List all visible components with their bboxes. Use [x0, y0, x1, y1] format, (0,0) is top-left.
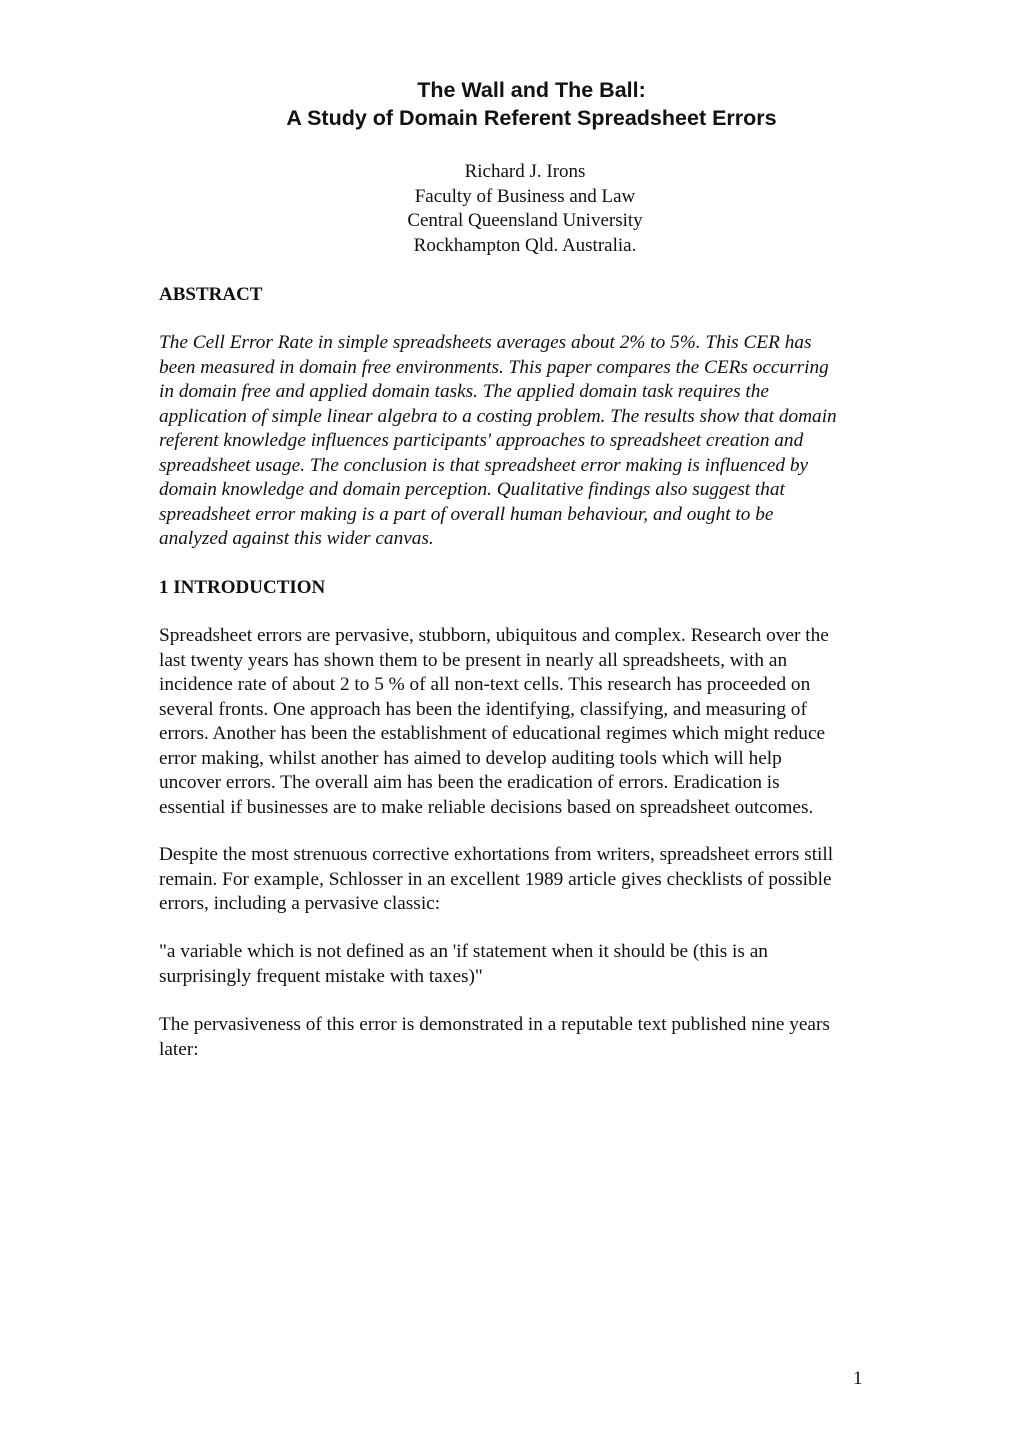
abstract-heading: ABSTRACT — [159, 284, 263, 305]
paragraph-line: errors. Another has been the establishment of educational regimes which might reduce — [159, 723, 826, 744]
abstract-line: been measured in domain free environments. This paper compares the CERs occurring — [159, 356, 829, 378]
abstract-text — [159, 331, 899, 552]
paragraph-line: errors, including a pervasive classic: — [159, 893, 441, 914]
page-number: 1 — [853, 1368, 863, 1389]
abstract-line: application of simple linear algebra to a costing problem. The results show that domain — [159, 405, 837, 427]
schlosser-quote — [159, 940, 899, 989]
paragraph-line: several fronts. One approach has been the identifying, classifying, and measuring of — [159, 698, 807, 720]
paragraph-line: Spreadsheet errors are pervasive, stubborn, ubiquitous and complex. Research over the — [159, 625, 829, 646]
paragraph-line: remain. For example, Schlosser in an excellent 1989 article gives checklists of possible — [159, 868, 832, 890]
abstract-line: The Cell Error Rate in simple spreadsheets averages about 2% to 5%. This CER has — [159, 332, 812, 353]
abstract-line: analyzed against this wider canvas. — [159, 528, 434, 549]
paragraph-line: incidence rate of about 2 to 5 % of all non-text cells. This research has proceeded on — [159, 674, 811, 695]
introduction-paragraph-2 — [159, 843, 899, 917]
paragraph-line: uncover errors. The overall aim has been the eradication of errors. Eradication is — [159, 772, 780, 793]
introduction-paragraph-1 — [159, 624, 899, 820]
title-line-1: The Wall and The Ball: — [417, 78, 646, 102]
paragraph-line: error making, whilst another has aimed to develop auditing tools which will help — [159, 747, 782, 769]
paper-title — [0, 76, 1024, 132]
abstract-line: spreadsheet error making is a part of overall human behaviour, and ought to be — [159, 503, 774, 525]
title-line-2: A Study of Domain Referent Spreadsheet Errors — [286, 106, 777, 130]
abstract-line: domain knowledge and domain perception. Qualitative findings also suggest that — [159, 479, 785, 500]
abstract-line: spreadsheet usage. The conclusion is that spreadsheet error making is influenced by — [159, 454, 809, 476]
paragraph-line: last twenty years has shown them to be present in nearly all spreadsheets, with an — [159, 649, 788, 671]
paragraph-line: essential if businesses are to make reliable decisions based on spreadsheet outcomes. — [159, 796, 814, 818]
author-department: Faculty of Business and Law — [414, 185, 636, 207]
quote-line: surprisingly frequent mistake with taxes)" — [159, 965, 483, 987]
quote-line: "a variable which is not defined as an 'if statement when it should be (this is an — [159, 941, 768, 962]
author-affiliation — [0, 160, 1024, 258]
author-university: Central Queensland University — [407, 210, 643, 231]
author-name: Richard J. Irons — [464, 161, 586, 182]
introduction-paragraph-3 — [159, 1013, 899, 1062]
author-location: Rockhampton Qld. Australia. — [413, 234, 637, 256]
introduction-heading: 1 INTRODUCTION — [159, 577, 326, 598]
paragraph-line: The pervasiveness of this error is demonstrated in a reputable text published nine years — [159, 1014, 830, 1035]
abstract-line: referent knowledge influences participants' approaches to spreadsheet creation and — [159, 430, 804, 451]
paragraph-line: later: — [159, 1038, 199, 1060]
paragraph-line: Despite the most strenuous corrective exhortations from writers, spreadsheet errors still — [159, 844, 834, 865]
abstract-line: in domain free and applied domain tasks. The applied domain task requires the — [159, 381, 769, 402]
